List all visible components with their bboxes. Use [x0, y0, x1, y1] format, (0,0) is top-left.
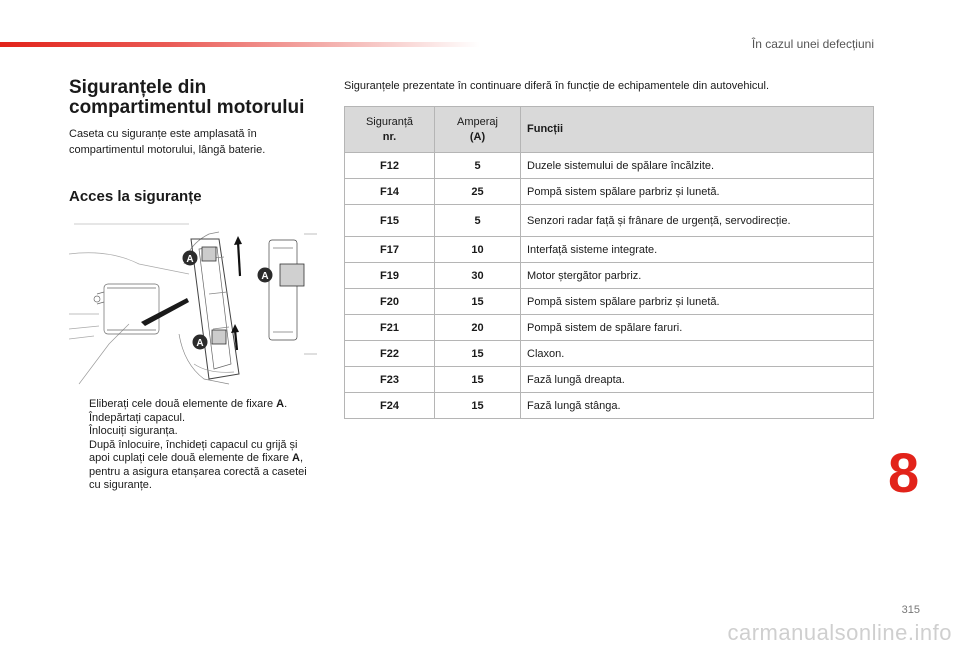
- step-list: [69, 398, 319, 493]
- header-fuse: [345, 107, 435, 153]
- page-number: 315: [901, 604, 920, 616]
- cell-function: Interfață sisteme integrate.: [521, 237, 874, 263]
- cell-fuse: F12: [345, 153, 435, 179]
- cell-amp: 30: [435, 263, 521, 289]
- cell-function: Motor ștergător parbriz.: [521, 263, 874, 289]
- cell-fuse: F19: [345, 263, 435, 289]
- step-emphasis: A: [292, 452, 300, 464]
- cell-amp: 5: [435, 153, 521, 179]
- cell-function: Claxon.: [521, 341, 874, 367]
- cell-function: Fază lungă dreapta.: [521, 367, 874, 393]
- header-amp-line1: Amperaj: [457, 115, 498, 128]
- table-row: [345, 205, 874, 237]
- table-header-row: [345, 107, 874, 153]
- page-title: [69, 78, 329, 118]
- cell-amp: 15: [435, 393, 521, 419]
- table-row: [345, 289, 874, 315]
- label-a-bottom: A: [196, 338, 204, 349]
- step-item: [69, 398, 319, 412]
- table-row: [345, 367, 874, 393]
- table-intro: Siguranțele prezentate în continuare diferă în funcție de echipamentele din autovehicul.: [344, 80, 770, 92]
- step-item: [69, 439, 319, 493]
- header-amp-line2: (A): [469, 130, 486, 143]
- header-function: Funcții: [521, 107, 874, 153]
- cell-amp: 5: [435, 205, 521, 237]
- table-row: [345, 263, 874, 289]
- cell-function: Pompă sistem de spălare faruri.: [521, 315, 874, 341]
- cell-amp: 15: [435, 367, 521, 393]
- fuse-box-illustration: [69, 214, 317, 390]
- cell-function: Pompă sistem spălare parbriz și lunetă.: [521, 289, 874, 315]
- cell-fuse: F15: [345, 205, 435, 237]
- step-text: Îndepărtați capacul.: [89, 411, 186, 424]
- table-row: [345, 237, 874, 263]
- chapter-number: 8: [888, 441, 920, 504]
- header-amp: [435, 107, 521, 153]
- cell-fuse: F24: [345, 393, 435, 419]
- cell-fuse: F17: [345, 237, 435, 263]
- cell-fuse: F23: [345, 367, 435, 393]
- step-text: Eliberați cele două elemente de fixare: [89, 398, 277, 410]
- watermark: carmanualsonline.info: [727, 620, 952, 645]
- cell-amp: 25: [435, 179, 521, 205]
- step-item: [69, 425, 319, 439]
- cell-amp: 15: [435, 341, 521, 367]
- step-text-end: , pentru a asigura etanșarea corectă a casetei cu siguranțe.: [89, 452, 307, 491]
- page-title-line1: Siguranțele din: [69, 77, 207, 98]
- cell-fuse: F14: [345, 179, 435, 205]
- step-text: Înlocuiți siguranța.: [89, 425, 178, 437]
- cell-fuse: F20: [345, 289, 435, 315]
- table-row: [345, 393, 874, 419]
- cell-amp: 10: [435, 237, 521, 263]
- step-text: După înlocuire, închideți capacul cu grijă și apoi cuplați cele două elemente de fixare: [89, 438, 298, 464]
- header-accent-bar: [0, 42, 480, 47]
- header-fuse-line1: Siguranță: [365, 115, 414, 128]
- cell-function: Pompă sistem spălare parbriz și lunetă.: [521, 179, 874, 205]
- page-title-line2: compartimentul motorului: [69, 97, 305, 118]
- fuse-table: [344, 106, 874, 419]
- step-item: [69, 412, 319, 426]
- table-row: [345, 179, 874, 205]
- cell-function: Fază lungă stânga.: [521, 393, 874, 419]
- cell-amp: 20: [435, 315, 521, 341]
- step-emphasis: A: [276, 398, 285, 410]
- table-row: [345, 315, 874, 341]
- header-fuse-line2: nr.: [382, 130, 397, 143]
- label-a-right: A: [261, 271, 269, 282]
- cell-fuse: F21: [345, 315, 435, 341]
- cell-function: Duzele sistemului de spălare încălzite.: [521, 153, 874, 179]
- cell-amp: 15: [435, 289, 521, 315]
- step-text-end: .: [284, 398, 288, 410]
- intro-paragraph: Caseta cu siguranțe este amplasată în compartimentul motorului, lângă baterie.: [69, 128, 266, 156]
- table-row: [345, 153, 874, 179]
- table-row: [345, 341, 874, 367]
- cell-function: Senzori radar față și frânare de urgență, servodirecție.: [521, 205, 874, 237]
- cell-fuse: F22: [345, 341, 435, 367]
- section-title: Acces la siguranțe: [69, 188, 202, 205]
- label-a-top: A: [186, 254, 194, 265]
- chapter-title: În cazul unei defecțiuni: [751, 37, 874, 51]
